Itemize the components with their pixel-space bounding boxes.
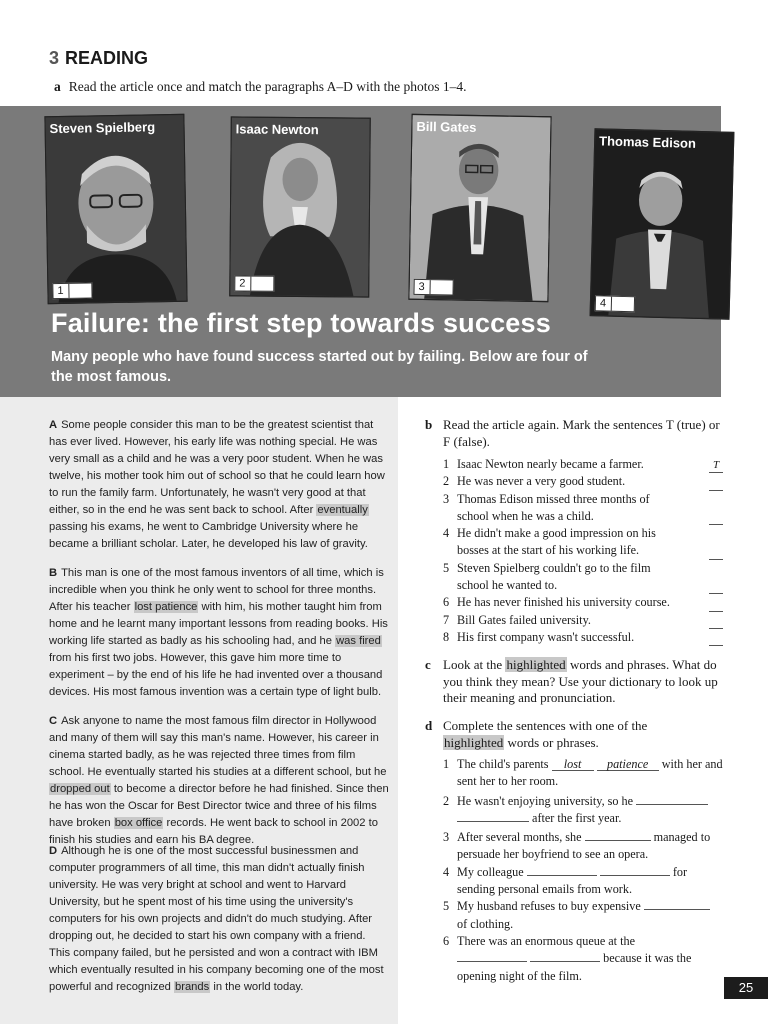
exercise-d-list <box>443 756 723 985</box>
paragraph-c: C Ask anyone to name the most famous film director in Hollywood and many of them will say this man's name. However, his career in cinema started badly, as he was rejected three times from film school. He eventually started his studies at a different school, but he dropped out to become a director before he had finished. Since then he has won the Oscar for Best Director twice and three of his films have broken box office records. He went back to school in 2002 to finish his studies and earn his BA degree. <box>49 715 389 846</box>
highlight-phrase: lost patience <box>134 601 198 613</box>
photo-number-box[interactable]: 4 <box>595 295 635 312</box>
tf-answer[interactable] <box>709 524 723 525</box>
edison-portrait <box>591 129 734 319</box>
photo-newton <box>229 116 371 297</box>
photo-number-box[interactable]: 3 <box>413 279 453 296</box>
tf-answer[interactable]: T <box>709 459 723 473</box>
paragraph-b: B This man is one of the most famous inventors of all time, which is incredible when you think he only went to school for three months. After his teacher lost patience with him, his mother taught him from home and he learnt many important lessons from reading books. His working life started as badly as his schooling had, and he was fired from his first two jobs. However, this gave him more time to experiment – by the end of his life he had invented over a thousand devices. His most famous invention was a certain type of light bulb. <box>49 567 388 698</box>
tf-item: 2 He was never a very good student. <box>443 473 723 490</box>
gap-blank[interactable] <box>457 951 527 962</box>
highlight-phrase: highlighted <box>506 657 566 672</box>
highlight-phrase: brands <box>175 981 210 993</box>
tf-item: 7 Bill Gates failed university. <box>443 612 723 629</box>
tf-item: 4 He didn't make a good impression on his bosses at the start of his working life. <box>443 525 679 560</box>
gap-blank[interactable] <box>530 951 600 962</box>
spielberg-portrait <box>45 115 186 303</box>
tf-item: 8 His first company wasn't successful. <box>443 629 723 646</box>
gap-item: 3 After several months, she managed to persuade her boyfriend to see an opera. <box>443 830 711 862</box>
instruction-a <box>54 79 467 95</box>
exercise-d-instruction: d Complete the sentences with one of the highlighted words or phrases. <box>425 718 648 750</box>
photo-caption: Bill Gates <box>416 118 477 135</box>
gates-portrait <box>409 115 550 301</box>
gap-blank[interactable] <box>636 794 708 805</box>
photo-number-box[interactable]: 1 <box>52 282 92 299</box>
article-subtitle: Many people who have found success started out by failing. Below are four of the most famous. <box>51 349 588 385</box>
gap-item: 2 He wasn't enjoying university, so he after the first year. <box>443 793 723 828</box>
gap-blank[interactable] <box>644 899 710 910</box>
gap-answer[interactable]: patience <box>597 758 659 771</box>
instruction-a-letter: a <box>54 79 61 94</box>
article-title: Failure: the first step towards success <box>51 308 551 338</box>
section-heading <box>49 48 148 69</box>
photo-number-box[interactable]: 2 <box>234 275 274 291</box>
gap-item: 1 The child's parents lost patience with her and sent her to her room. <box>443 757 723 789</box>
photo-spielberg <box>44 114 187 304</box>
page-number: 25 <box>724 977 768 999</box>
highlight-phrase: dropped out <box>50 783 110 795</box>
gap-blank[interactable] <box>457 811 529 822</box>
exercise-c: c Look at the highlighted words and phrases. What do you think they mean? Use your dictionary to look up their meaning and pronunciation. <box>425 657 718 705</box>
highlight-phrase: was fired <box>336 635 381 647</box>
tf-item: 6 He has never finished his university course. <box>443 594 723 611</box>
section-title: READING <box>65 48 149 68</box>
highlight-phrase: highlighted <box>444 734 504 750</box>
gap-item: 5 My husband refuses to buy expensive of clothing. <box>443 898 723 933</box>
paragraph-a: A Some people consider this man to be the greatest scientist that has ever lived. However, his early life was nothing special. He was very small as a child and he was a very poor student. When he was twelve, his mother took him out of school so that he could learn how to run the family farm. Unfortunately, he wasn't very good at that either, so in the end he was sent back to school. After eventually passing his exams, he went to Cambridge University where he became a brilliant scholar. Later, he developed his law of gravity. <box>49 419 385 550</box>
section-number: 3 <box>49 48 60 68</box>
tf-item: 5 Steven Spielberg couldn't go to the film school he wanted to. <box>443 560 675 595</box>
exercise-b-instruction: b Read the article again. Mark the sentences T (true) or F (false). <box>425 417 720 449</box>
gap-blank[interactable] <box>585 830 651 841</box>
gap-blank[interactable] <box>527 865 597 876</box>
tf-item: 1 Isaac Newton nearly became a farmer. T <box>443 456 723 473</box>
photo-edison <box>590 128 735 320</box>
photo-caption: Thomas Edison <box>598 133 697 151</box>
highlight-phrase: eventually <box>317 504 368 516</box>
newton-portrait <box>230 117 370 296</box>
paragraph-d: D Although he is one of the most successful businessmen and computer programmers of all time, this man didn't actually finish university. He was very bright at school and went to Harvard University, but he spent most of his time using the university's computers for his own projects and didn't do much studying. After dropping out, he decided to start his own company with a friend. This company failed, but he persisted and won a contract with IBM which eventually resulted in his company becoming one of the most powerful and recognized brands in the world today. <box>49 845 384 993</box>
gap-item: 4 My colleague for sending personal emails from work. <box>443 864 688 897</box>
instruction-a-text: Read the article once and match the paragraphs A–D with the photos 1–4. <box>68 79 467 94</box>
gap-blank[interactable] <box>600 865 670 876</box>
exercise-b-list <box>443 456 723 646</box>
tf-answer[interactable] <box>709 559 723 560</box>
gap-answer[interactable]: lost <box>552 758 594 771</box>
photo-caption: Steven Spielberg <box>49 119 156 137</box>
tf-answer[interactable] <box>709 645 723 646</box>
photo-gates <box>408 114 551 302</box>
tf-answer[interactable] <box>709 490 723 491</box>
highlight-phrase: box office <box>114 817 163 829</box>
photo-caption: Isaac Newton <box>235 121 319 138</box>
gap-item: 6 There was an enormous queue at the because it was the opening night of the film. <box>443 933 692 983</box>
tf-item: 3 Thomas Edison missed three months of school when he was a child. <box>443 491 675 526</box>
